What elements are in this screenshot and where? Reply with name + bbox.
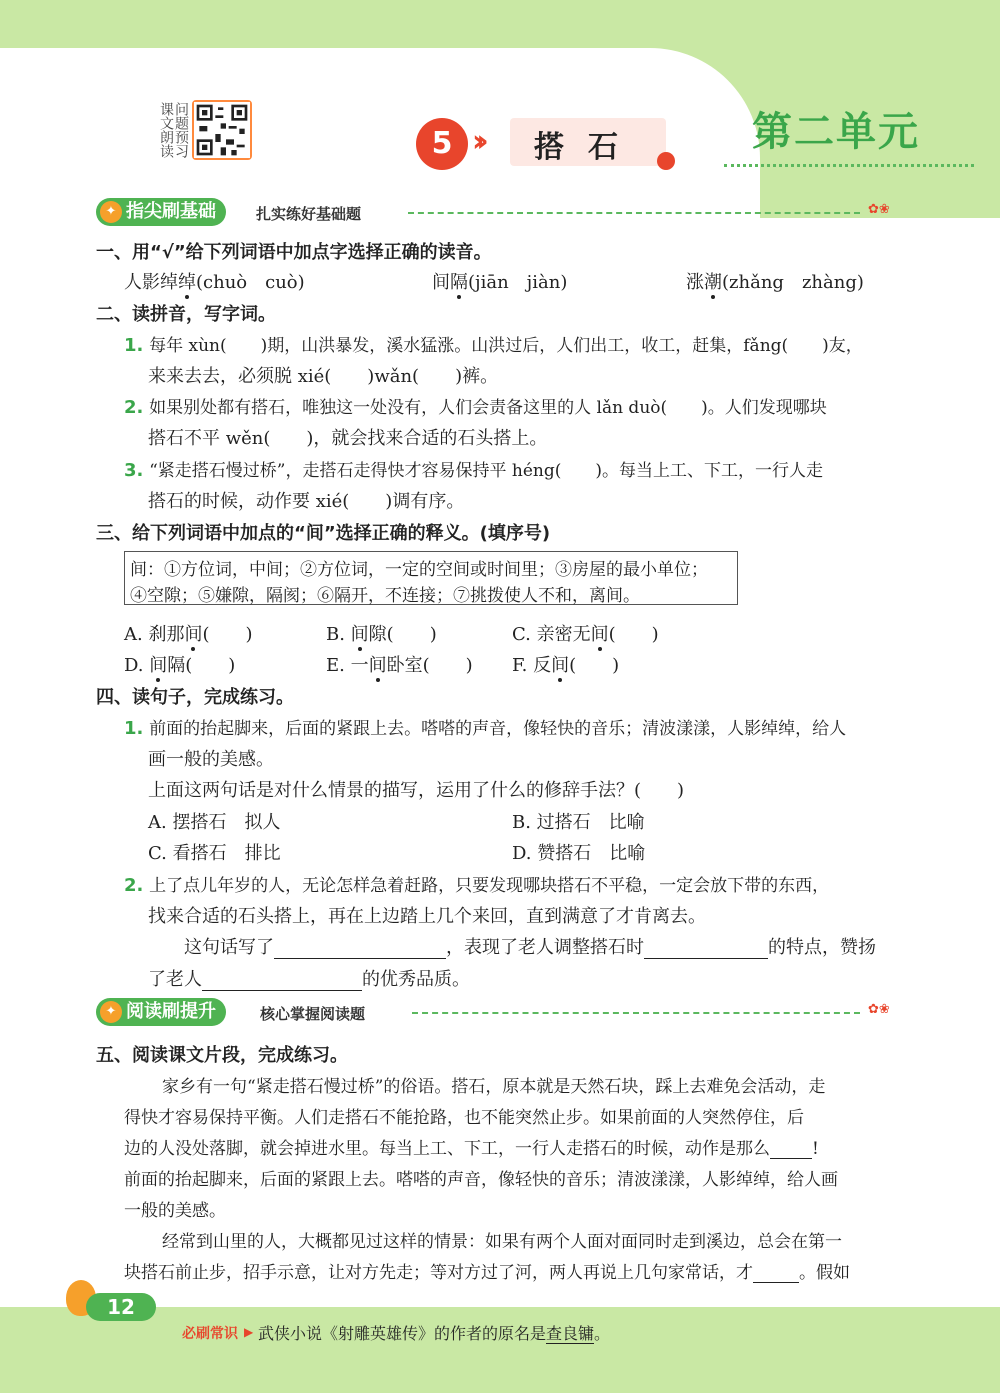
q3-option-a-dot-char: 间 (184, 624, 203, 645)
q2-number-1: 1. (124, 335, 144, 356)
q3-option-f-label: F. 反 (512, 655, 552, 676)
section-reading (96, 998, 896, 1028)
q3-option-e-label: E. 一 (326, 655, 369, 676)
q4-line-2a (124, 871, 829, 896)
q1-item-3-pinyin[interactable]: (zhǎng zhàng) (722, 272, 864, 293)
q3-option-e-dot-char: 间 (368, 655, 387, 676)
footer-bar (0, 1307, 1000, 1393)
passage-line-1: 家乡有一句“紧走搭石慢过桥”的俗语。搭石，原本就是天然石块，踩上去难免会活动，走 (162, 1077, 826, 1097)
passage-line-7-tail: 。假如 (799, 1263, 850, 1283)
lesson-number: 5 (416, 118, 468, 170)
q2-text-3b[interactable]: 搭石的时候，动作要 xié( )调有序。 (148, 491, 465, 512)
q4-fill-text-d: 了老人 (148, 969, 202, 990)
q4-fill-text-c: 的特点，赞扬 (768, 937, 876, 958)
q3-option-a-label: A. 刹那 (124, 624, 185, 645)
section-basic (96, 198, 896, 228)
q3-option-a-tail: ( ) (202, 624, 253, 645)
q1-heading: 一、用“√”给下列词语中加点字选择正确的读音。 (96, 242, 492, 263)
q4-line-1a (124, 714, 846, 739)
meaning-line-2: ④空隙；⑤嫌隙，隔阂；⑥隔开，不连接；⑦挑拨使人不和，离间。 (130, 586, 640, 606)
q4-text-1b: 画一般的美感。 (148, 749, 274, 770)
q1-item-1-pinyin[interactable]: (chuò cuò) (196, 272, 305, 293)
section-reading-subtitle: 核心掌握阅读题 (260, 1005, 366, 1023)
dashed-divider (408, 212, 860, 214)
q4-choice-d[interactable]: D. 赞搭石 比喻 (512, 843, 646, 864)
passage-line-3-text: 边的人没处落脚，就会掉进水里。每当上工、下工，一行人走搭石的时候，动作是那么 (124, 1139, 770, 1159)
passage-exclamation: ! (812, 1139, 819, 1159)
q4-number-1: 1. (124, 718, 144, 739)
footer-text-end: 。 (594, 1324, 611, 1343)
q3-option-f-tail: ( ) (569, 655, 620, 676)
q1-item-2-pinyin[interactable]: (jiān jiàn) (468, 272, 568, 293)
q3-option-b[interactable] (326, 620, 437, 646)
q3-option-b-dot-char: 间 (350, 624, 369, 645)
q1-item-3 (686, 268, 864, 294)
q4-fill-line-1 (184, 933, 876, 959)
q2-text-2b[interactable]: 搭石不平 wěn( )，就会找来合适的石头搭上。 (148, 428, 548, 449)
passage-line-7 (124, 1258, 850, 1283)
q3-option-d-tail: 隔( ) (167, 655, 236, 676)
qr-block[interactable] (148, 100, 258, 166)
q4-choice-a[interactable]: A. 摆搭石 拟人 (148, 812, 281, 833)
mascot-icon: ✦ (100, 1001, 122, 1023)
qr-code-icon[interactable] (192, 100, 252, 160)
q1-item-3-word: 涨 (686, 272, 704, 293)
dashed-divider (412, 1012, 860, 1014)
q2-text-2a[interactable]: 如果别处都有搭石，唯独这一处没有，人们会责备这里的人 lǎn duò( )。人们发现哪块 (149, 398, 827, 418)
q3-option-d-label: D. (124, 655, 150, 676)
q3-option-c-tail: ( ) (608, 624, 659, 645)
q2-text-3a[interactable]: “紧走搭石慢过桥”，走搭石走得快才容易保持平 héng( )。每当上工、下工，一行人走 (149, 461, 823, 481)
meaning-line-1: 间：①方位词，中间；②方位词，一定的空间或时间里；③房屋的最小单位； (130, 560, 708, 580)
q3-option-d[interactable] (124, 651, 235, 677)
mascot-icon: ✦ (100, 201, 122, 223)
unit-title: 第二单元 (752, 109, 920, 155)
section-basic-title: 指尖刷基础 (126, 201, 216, 222)
q3-option-a[interactable] (124, 620, 253, 646)
footer-text-a: 武侠小说《射雕英雄传》的作者的原名是 (258, 1324, 547, 1343)
q3-option-f-dot-char: 间 (551, 655, 570, 676)
q3-option-e-tail: 卧室( ) (386, 655, 473, 676)
section-basic-subtitle: 扎实练好基础题 (256, 205, 362, 223)
decor-dot-icon (657, 152, 675, 170)
q2-heading: 二、读拼音，写字词。 (96, 304, 276, 325)
answer-blank-1[interactable] (274, 938, 446, 959)
chevron-right-icon: ›› (472, 124, 481, 159)
q2-text-1b[interactable]: 来来去去，必须脱 xié( )wǎn( )裤。 (148, 366, 499, 387)
q3-option-c-label: C. 亲密无 (512, 624, 591, 645)
q4-question[interactable]: 上面这两句话是对什么情景的描写，运用了什么的修辞手法？( ) (148, 780, 685, 801)
section-basic-pill (96, 198, 226, 226)
footer-text (258, 1321, 610, 1344)
q1-item-2-word: 间 (432, 272, 450, 293)
answer-blank-2[interactable] (644, 938, 768, 959)
q4-heading: 四、读句子，完成练习。 (96, 687, 294, 708)
flower-icon: ✿❀ (868, 202, 890, 217)
page-number: 12 (86, 1293, 156, 1321)
q3-option-f[interactable] (512, 651, 619, 677)
q4-fill-line-2 (148, 965, 470, 991)
q3-option-c-dot-char: 间 (590, 624, 609, 645)
q1-item-1-dot-char: 绰 (178, 272, 196, 293)
q2-number-2: 2. (124, 397, 144, 418)
section-reading-pill (96, 998, 226, 1026)
q1-item-2 (432, 268, 567, 294)
q4-number-2: 2. (124, 875, 144, 896)
q3-option-e[interactable] (326, 651, 473, 677)
footer-text-answer: 查良镛 (546, 1324, 595, 1343)
lesson-title: 搭石 (534, 130, 642, 165)
grass-decoration (724, 150, 974, 167)
passage-line-4: 前面的抬起脚来，后面的紧跟上去。嗒嗒的声音，像轻快的音乐；清波漾漾，人影绰绰，给人画 (124, 1170, 838, 1190)
q4-choice-b[interactable]: B. 过搭石 比喻 (512, 812, 645, 833)
q1-item-3-dot-char: 潮 (704, 272, 722, 293)
q4-fill-text-a: 这句话写了 (184, 937, 274, 958)
passage-line-3 (124, 1134, 819, 1159)
q1-item-2-dot-char: 隔 (450, 272, 468, 293)
q2-line-1a (124, 331, 863, 356)
q2-text-1a[interactable]: 每年 xùn( )期，山洪暴发，溪水猛涨。山洪过后，人们出工，收工，赶集，fǎng( )友， (149, 336, 863, 356)
passage-line-5: 一般的美感。 (124, 1201, 226, 1221)
footer-tag: 必刷常识 (182, 1326, 238, 1342)
q4-text-1a: 前面的抬起脚来，后面的紧跟上去。嗒嗒的声音，像轻快的音乐；清波漾漾，人影绰绰，给人 (149, 719, 847, 739)
qr-label: 问题预习课文朗读 (158, 102, 189, 158)
q2-line-2a (124, 393, 827, 418)
q2-line-3a (124, 456, 823, 481)
q2-number-3: 3. (124, 460, 144, 481)
q3-option-b-tail: 隙( ) (368, 624, 437, 645)
q4-choice-c[interactable]: C. 看搭石 排比 (148, 843, 281, 864)
q4-fill-text-b: ，表现了老人调整搭石时 (446, 937, 644, 958)
answer-blank-5[interactable] (753, 1262, 799, 1283)
q3-option-d-dot-char: 间 (149, 655, 168, 676)
q1-item-1 (124, 268, 305, 294)
flower-icon: ✿❀ (868, 1002, 890, 1017)
section-reading-title: 阅读刷提升 (126, 1001, 216, 1022)
answer-blank-3[interactable] (202, 970, 362, 991)
q1-item-1-word: 人影绰 (124, 272, 178, 293)
q3-option-c[interactable] (512, 620, 659, 646)
answer-blank-4[interactable] (770, 1138, 812, 1159)
q4-text-2b: 找来合适的石头搭上，再在上边踏上几个来回，直到满意了才肯离去。 (148, 906, 706, 927)
passage-line-6: 经常到山里的人，大概都见过这样的情景：如果有两个人面对面同时走到溪边，总会在第一 (162, 1232, 842, 1252)
q4-text-2a: 上了点儿年岁的人，无论怎样急着赶路，只要发现哪块搭石不平稳，一定会放下带的东西， (149, 876, 830, 896)
q3-heading: 三、给下列词语中加点的“间”选择正确的释义。(填序号) (96, 523, 551, 544)
passage-line-7-text: 块搭石前止步，招手示意，让对方先走；等对方过了河，两人再说上几句家常话，才 (124, 1263, 753, 1283)
q5-heading: 五、阅读课文片段，完成练习。 (96, 1045, 348, 1066)
play-arrow-icon: ▶ (244, 1325, 254, 1339)
q3-option-b-label: B. (326, 624, 351, 645)
passage-line-2: 得快才容易保持平衡。人们走搭石不能抢路，也不能突然止步。如果前面的人突然停住，后 (124, 1108, 804, 1128)
q4-fill-text-e: 的优秀品质。 (362, 969, 470, 990)
